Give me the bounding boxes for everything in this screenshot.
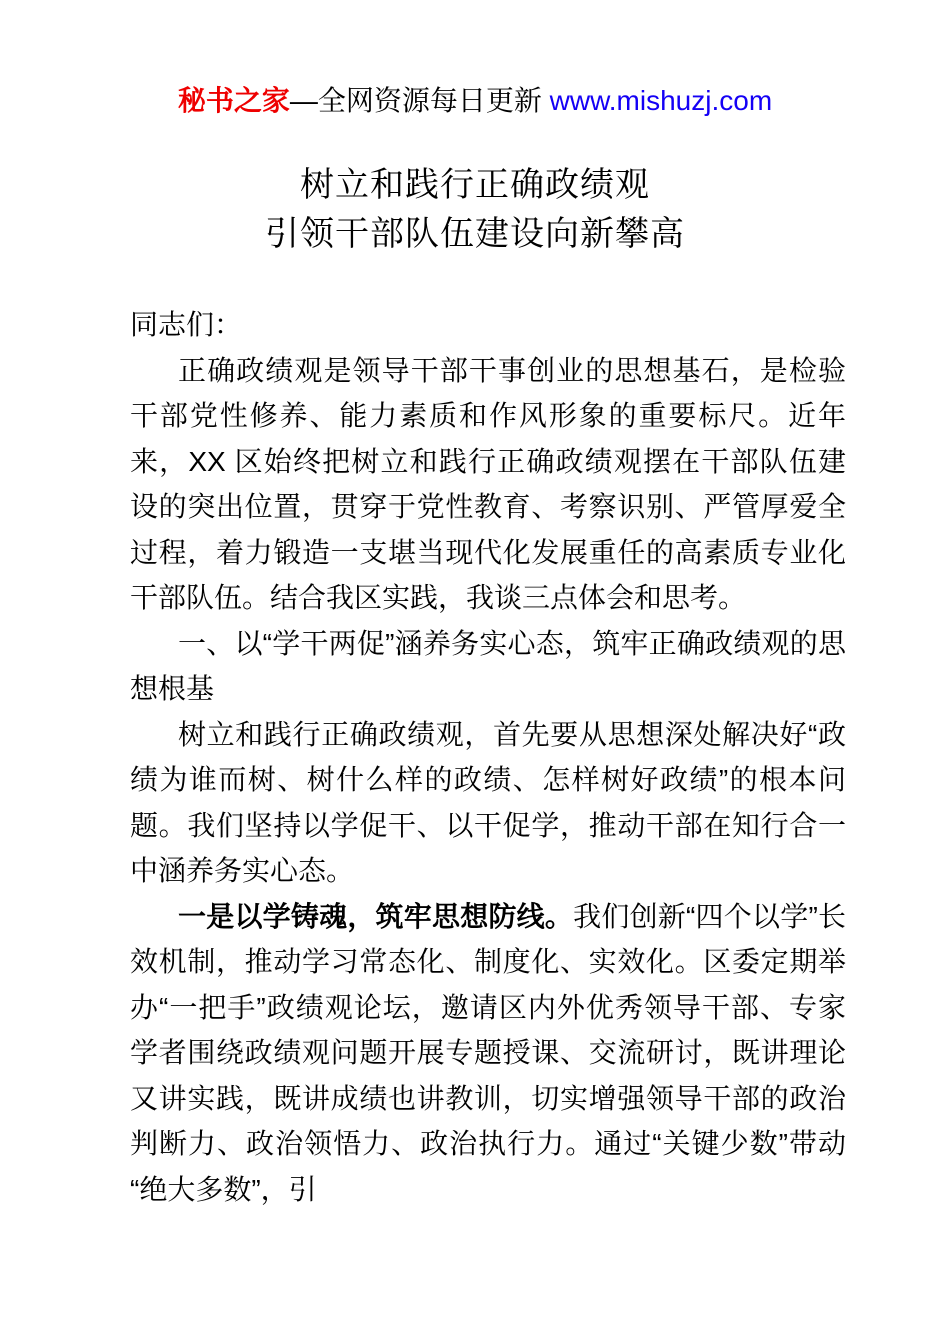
section1-heading: 一、以“学干两促”涵养务实心态，筑牢正确政绩观的思想根基: [130, 627, 846, 704]
site-tagline: 全网资源每日更新: [317, 85, 542, 116]
point1-text: 我们创新“四个以学”长效机制，推动学习常态化、制度化、实效化。区委定期举办“一把手”政绩观论坛，邀请区内外优秀领导干部、专家学者围绕政绩观问题开展专题授课、交流研讨，既讲理论又讲实践，既讲成绩也讲教训，切实增强领导干部的政治判断力、政治领悟力、政治执行力。通过“关键少数”带动“绝大多数”，引: [130, 900, 846, 1205]
header-separator-dash: —: [289, 85, 318, 116]
paragraph-section1-intro: 树立和践行正确政绩观，首先要从思想深处解决好“政绩为谁而树、树什么样的政绩、怎样树好政绩”的根本问题。我们坚持以学促干、以干促学，推动干部在知行合一中涵养务实心态。: [130, 718, 846, 886]
brand-name: 秘书之家: [177, 85, 290, 116]
point1-lead-bold: 一是以学铸魂，筑牢思想防线。: [178, 900, 574, 932]
document-title-line1: 树立和践行正确政绩观: [300, 166, 650, 204]
site-url-link[interactable]: www.mishuzj.com: [549, 85, 773, 116]
document-body: [130, 302, 846, 1212]
salutation: 同志们：: [130, 309, 243, 340]
site-header-banner: [117, 84, 833, 118]
document-title-line2: 引领干部队伍建设向新攀高: [265, 215, 685, 253]
paragraph-intro: 正确政绩观是领导干部干事创业的思想基石，是检验干部党性修养、能力素质和作风形象的重要标尺。近年来，XX 区始终把树立和践行正确政绩观摆在干部队伍建设的突出位置，贯穿于党性教育、考察识别、严管厚爱全过程，着力锻造一支堪当现代化发展重任的高素质专业化干部队伍。结合我区实践，我谈三点体会和思考。: [130, 354, 846, 613]
paragraph-point1: [130, 894, 846, 1213]
document-title: [117, 161, 833, 259]
